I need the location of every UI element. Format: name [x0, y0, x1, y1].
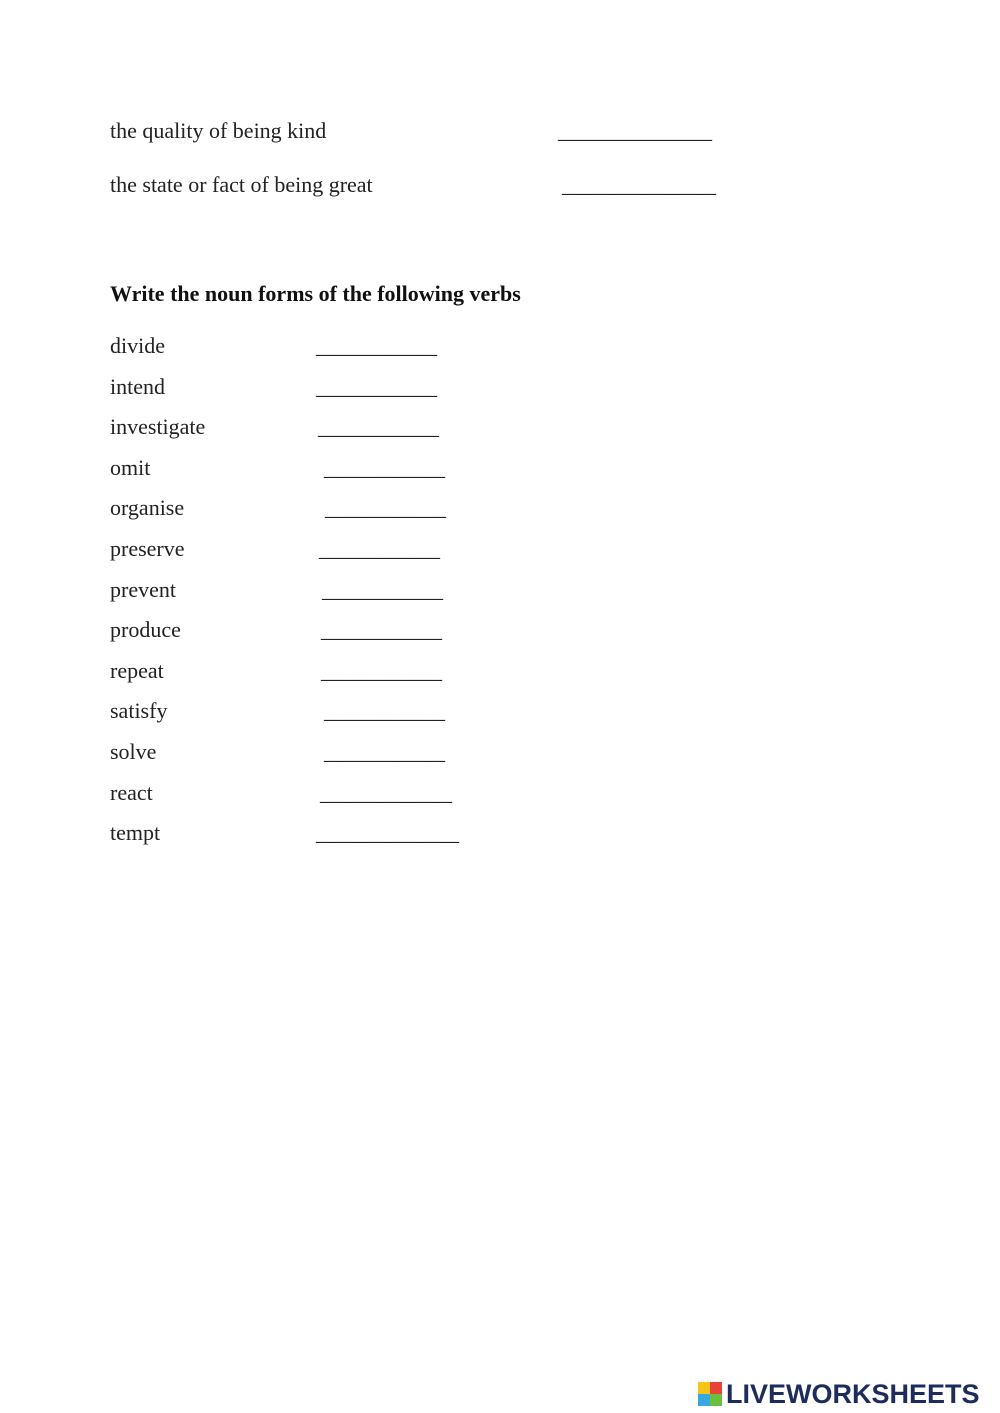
liveworksheets-logo-icon: [698, 1382, 722, 1406]
liveworksheets-logo: [698, 1378, 980, 1410]
verb-answer-blank[interactable]: ___________: [322, 577, 443, 602]
logo-text: LIVEWORKSHEETS: [726, 1378, 980, 1409]
verb-row: [110, 414, 530, 444]
verb-word: preserve: [110, 536, 185, 561]
verb-row: [110, 374, 530, 404]
verb-answer-blank[interactable]: _____________: [316, 820, 459, 845]
verb-answer-blank[interactable]: ___________: [321, 658, 442, 683]
verb-row: [110, 577, 530, 607]
verb-row: [110, 536, 530, 566]
verb-answer-blank[interactable]: ____________: [320, 780, 452, 805]
verb-word: repeat: [110, 658, 164, 683]
definition-answer-blank-1[interactable]: ______________: [558, 118, 712, 143]
verb-row: [110, 658, 530, 688]
verb-word: intend: [110, 374, 165, 399]
definition-text-2: the state or fact of being great: [110, 172, 373, 197]
verb-word: solve: [110, 739, 157, 764]
definition-answer-blank-2[interactable]: ______________: [562, 172, 716, 197]
verb-row: [110, 617, 530, 647]
verb-word: satisfy: [110, 698, 168, 723]
verb-answer-blank[interactable]: ___________: [324, 455, 445, 480]
verb-word: omit: [110, 455, 151, 480]
verb-word: tempt: [110, 820, 161, 845]
verb-row: [110, 698, 530, 728]
verb-row: [110, 739, 530, 769]
verb-word: organise: [110, 495, 185, 520]
verb-answer-blank[interactable]: ___________: [325, 495, 446, 520]
definition-text-1: the quality of being kind: [110, 118, 327, 143]
verb-row: [110, 455, 530, 485]
verb-word: investigate: [110, 414, 206, 439]
verb-answer-blank[interactable]: ___________: [324, 698, 445, 723]
verb-answer-blank[interactable]: ___________: [321, 617, 442, 642]
verb-row: [110, 495, 530, 525]
verb-answer-blank[interactable]: ___________: [316, 374, 437, 399]
verb-answer-blank[interactable]: ___________: [318, 414, 439, 439]
verb-row: [110, 780, 530, 810]
verb-answer-blank[interactable]: ___________: [319, 536, 440, 561]
verb-row: [110, 820, 530, 850]
verb-word: react: [110, 780, 153, 805]
verb-word: prevent: [110, 577, 176, 602]
verb-answer-blank[interactable]: ___________: [324, 739, 445, 764]
section-heading: Write the noun forms of the following verbs: [110, 281, 521, 306]
verb-answer-blank[interactable]: ___________: [316, 333, 437, 358]
verb-word: divide: [110, 333, 165, 358]
verb-row: [110, 333, 530, 363]
verb-word: produce: [110, 617, 181, 642]
